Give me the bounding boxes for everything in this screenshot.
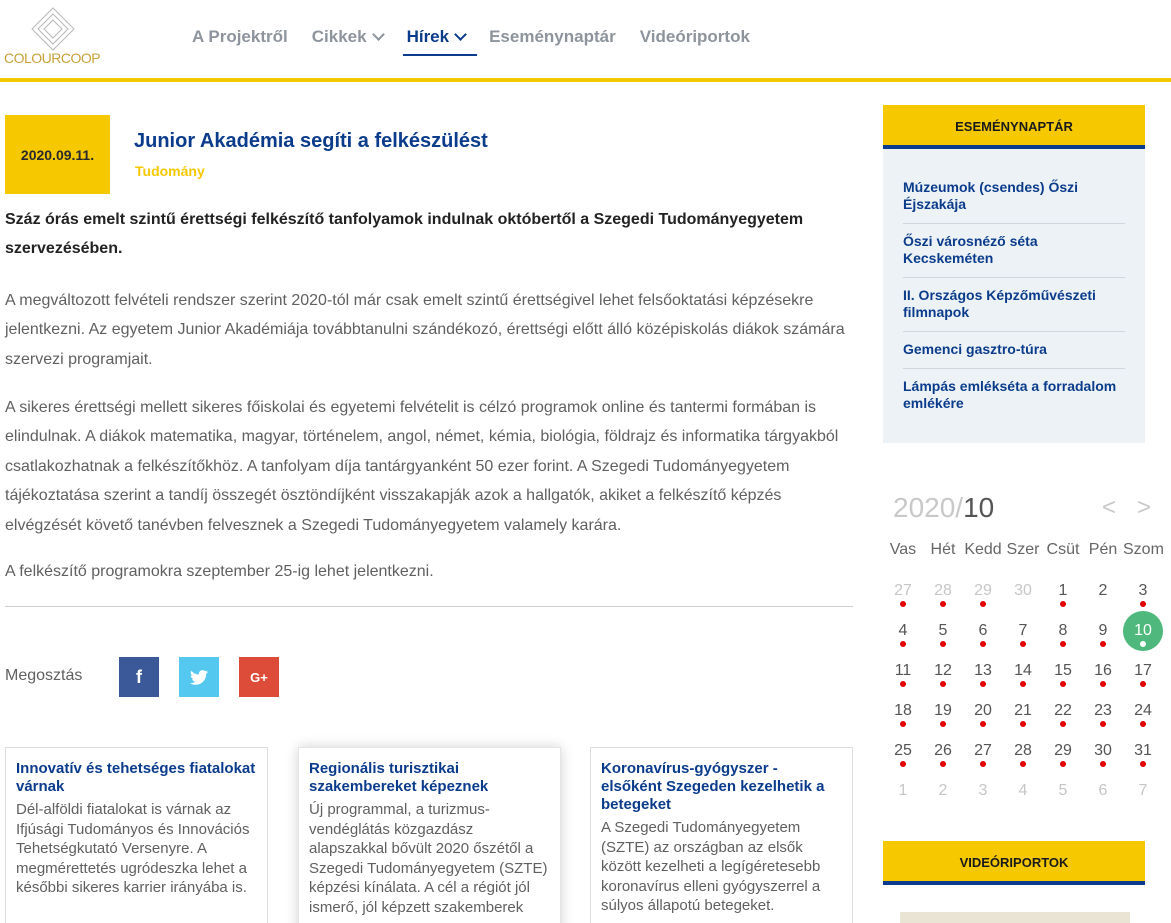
calendar-weekday: Hét — [930, 541, 956, 558]
calendar-month: 10 — [963, 492, 995, 523]
event-link[interactable]: II. Országos Képzőművészeti filmnapok — [903, 287, 1125, 332]
article-divider — [5, 606, 853, 607]
event-link[interactable]: Múzeumok (csendes) Őszi Éjszakája — [903, 179, 1125, 224]
event-dot-indicator — [1100, 761, 1106, 767]
event-link[interactable]: Gemenci gasztro-túra — [903, 341, 1125, 369]
share-googleplus-button[interactable] — [239, 657, 279, 697]
calendar-day[interactable]: 30 — [1083, 731, 1123, 771]
calendar-day[interactable]: 13 — [963, 651, 1003, 691]
calendar-day[interactable]: 28 — [1003, 731, 1043, 771]
calendar-day[interactable]: 4 — [883, 611, 923, 651]
calendar-day[interactable]: 10 — [1123, 611, 1163, 651]
calendar-day[interactable]: 22 — [1043, 691, 1083, 731]
event-dot-indicator — [940, 681, 946, 687]
event-dot-indicator — [1060, 761, 1066, 767]
calendar-next-button[interactable]: > — [1137, 494, 1152, 521]
calendar-day[interactable]: 16 — [1083, 651, 1123, 691]
event-dot-indicator — [1020, 721, 1026, 727]
event-link[interactable]: Lámpás emlékséta a forradalom emlékére — [903, 378, 1117, 411]
event-dot-indicator — [1140, 641, 1146, 647]
calendar-day[interactable]: 5 — [923, 611, 963, 651]
article-category-link[interactable]: Tudomány — [135, 163, 205, 179]
videos-heading: VIDEÓRIPORTOK — [883, 841, 1145, 883]
article-lead: Száz órás emelt szintű érettségi felkészítő tanfolyamok indulnak októbertől a Szegedi Tudományegyetem szervezésében. — [5, 211, 804, 257]
calendar-day[interactable]: 26 — [923, 731, 963, 771]
related-card-text: A Szegedi Tudományegyetem (SZTE) az országban az elsők között kezelheti a legígéretesebb koronavírus elleni gyógyszerrel a súlyos állapotú betegeket. — [601, 819, 821, 914]
nav-item-label: Videóriportok — [639, 27, 750, 46]
event-dot-indicator — [1140, 601, 1146, 607]
related-card-title[interactable]: Koronavírus-gyógyszer - elsőként Szegeden kezelhetik a betegeket — [601, 760, 825, 813]
calendar-day[interactable]: 6 — [963, 611, 1003, 651]
article-paragraph: A sikeres érettségi mellett sikeres főiskolai és egyetemi felvételit is célzó programok online és tantermi formában is elindulnak. A diákok matematika, magyar, történelem, angol, német, kémia, biológia, földrajz és informatika tárgyakból csatlakozhatnak a felkészítőkhöz. A tanfolyam díja tantárgyanként 50 ezer forint. A Szegedi Tudományegyetem tájékoztatása szerint a tandíj összegét ösztöndíjként visszakapják azok a hallgatók, akiket a felkészítő képzés elvégzését követő tanévben felvesznek a Szegedi Tudományegyetem valamely karára. — [5, 399, 839, 534]
event-dot-indicator — [1020, 681, 1026, 687]
event-dot-indicator — [900, 721, 906, 727]
event-dot-indicator — [1060, 681, 1066, 687]
calendar-weekday: Szer — [1006, 541, 1040, 558]
event-dot-indicator — [900, 761, 906, 767]
calendar-day[interactable]: 4 — [1018, 782, 1028, 799]
event-dot-indicator — [1060, 601, 1066, 607]
calendar-day[interactable]: 14 — [1003, 651, 1043, 691]
related-card-title[interactable]: Regionális turisztikai szakembereket képeznek — [309, 760, 489, 795]
chevron-down-icon — [454, 28, 467, 41]
event-dot-indicator — [900, 681, 906, 687]
event-dot-indicator — [1020, 761, 1026, 767]
calendar-day[interactable]: 23 — [1083, 691, 1123, 731]
calendar-day[interactable]: 6 — [1098, 782, 1108, 799]
calendar-day[interactable]: 15 — [1043, 651, 1083, 691]
event-dot-indicator — [1100, 681, 1106, 687]
calendar-prev-button[interactable]: < — [1102, 494, 1117, 521]
calendar-day[interactable]: 24 — [1123, 691, 1163, 731]
calendar-day[interactable]: 1 — [898, 782, 908, 799]
event-dot-indicator — [940, 601, 946, 607]
event-dot-indicator — [980, 601, 986, 607]
nav-item-label: Cikkek — [311, 27, 367, 46]
event-dot-indicator — [900, 641, 906, 647]
share-facebook-button[interactable] — [119, 657, 159, 697]
calendar-day[interactable]: 2 — [1098, 582, 1108, 599]
related-card[interactable] — [5, 747, 268, 923]
nav-item-esemenynaptar[interactable] — [477, 22, 628, 56]
nav-item-projekt[interactable] — [180, 22, 300, 56]
event-dot-indicator — [1140, 761, 1146, 767]
article-date-badge: 2020.09.11. — [5, 115, 110, 194]
event-dot-indicator — [940, 641, 946, 647]
calendar-day[interactable]: 30 — [1014, 582, 1032, 599]
related-card-text: Új programmal, a turizmus-vendéglátás közgazdász alapszakkal bővült 2020 őszétől a Szegedi Tudományegyetem (SZTE) képzési kínálata. A cél a régiót jól ismerő, jól képzett szakemberek — [309, 801, 548, 916]
nav-item-cikkek[interactable] — [300, 22, 395, 56]
chevron-down-icon — [372, 28, 385, 41]
event-dot-indicator — [1140, 721, 1146, 727]
event-dot-indicator — [1100, 641, 1106, 647]
twitter-icon — [190, 670, 208, 685]
calendar-day[interactable]: 25 — [883, 731, 923, 771]
calendar-day[interactable]: 28 — [923, 571, 963, 611]
nav-item-label: A Projektről — [192, 27, 288, 46]
calendar-day[interactable]: 3 — [978, 782, 988, 799]
event-link[interactable]: Őszi városnéző séta Kecskeméten — [903, 233, 1125, 278]
event-dot-indicator — [940, 761, 946, 767]
event-dot-indicator — [1060, 641, 1066, 647]
main-nav — [180, 22, 762, 56]
calendar-day[interactable]: 7 — [1003, 611, 1043, 651]
nav-item-label: Hírek — [406, 27, 450, 46]
calendar-day[interactable]: 11 — [883, 651, 923, 691]
googleplus-icon: G+ — [250, 669, 268, 685]
calendar-day[interactable]: 5 — [1058, 782, 1068, 799]
event-dot-indicator — [980, 681, 986, 687]
calendar-day[interactable]: 7 — [1138, 782, 1148, 799]
event-dot-indicator — [900, 601, 906, 607]
event-dot-indicator — [1140, 681, 1146, 687]
share-label: Megosztás — [5, 667, 83, 684]
logo-diamond-icon — [30, 6, 76, 52]
event-dot-indicator — [980, 721, 986, 727]
article-paragraph: A megváltozott felvételi rendszer szerint 2020-tól már csak emelt szintű érettségivel lehet felsőoktatási képzésekre jelentkezni. Az egyetem Junior Akadémiája továbbtanulni szándékozó, érettségi előtt álló középiskolás diákok számára szervezi programjait. — [5, 292, 845, 368]
calendar-day[interactable]: 9 — [1083, 611, 1123, 651]
calendar-day[interactable]: 18 — [883, 691, 923, 731]
event-dot-indicator — [980, 641, 986, 647]
videos-heading-underline — [883, 881, 1145, 885]
related-card-title[interactable]: Innovatív és tehetséges fiatalokat várnak — [16, 760, 256, 795]
calendar-day[interactable]: 27 — [883, 571, 923, 611]
events-heading: ESEMÉNYNAPTÁR — [883, 105, 1145, 147]
calendar-day[interactable]: 8 — [1043, 611, 1083, 651]
calendar-day[interactable]: 1 — [1043, 571, 1083, 611]
nav-item-hirek[interactable] — [395, 22, 478, 56]
nav-item-label: Eseménynaptár — [489, 27, 616, 46]
article-paragraph: A felkészítő programokra szeptember 25-ig lehet jelentkezni. — [5, 563, 434, 580]
related-card-text: Dél-alföldi fiatalokat is várnak az Ifjúsági Tudományos és Innovációs Tehetségkutató Versenyre. A megmérettetés ugródeszka lehet a későbbi sikeres karrier irányába is. — [16, 801, 250, 896]
article-title: Junior Akadémia segíti a felkészülést — [134, 130, 488, 152]
logo-text: COLOURCOOP — [4, 50, 101, 66]
calendar-year: 2020/ — [893, 492, 964, 523]
calendar-weekday: Kedd — [964, 541, 1002, 558]
calendar-day[interactable]: 12 — [923, 651, 963, 691]
share-twitter-button[interactable] — [179, 657, 219, 697]
calendar-month-title — [893, 492, 994, 524]
calendar-weekday: Pén — [1088, 541, 1118, 558]
header-accent-bar — [0, 78, 1171, 82]
calendar-day[interactable]: 19 — [923, 691, 963, 731]
calendar-day[interactable]: 29 — [963, 571, 1003, 611]
calendar-day[interactable]: 2 — [938, 782, 948, 799]
events-list — [883, 149, 1145, 443]
event-dot-indicator — [940, 721, 946, 727]
related-card[interactable] — [298, 747, 561, 923]
nav-item-videoriportok[interactable] — [628, 22, 762, 56]
site-header — [0, 0, 1171, 78]
calendar-day[interactable]: 27 — [963, 731, 1003, 771]
facebook-icon: f — [136, 666, 142, 687]
video-thumbnail[interactable] — [900, 912, 1130, 923]
calendar-day[interactable]: 3 — [1123, 571, 1163, 611]
calendar-day[interactable]: 29 — [1043, 731, 1083, 771]
calendar-day[interactable]: 20 — [963, 691, 1003, 731]
event-dot-indicator — [1060, 721, 1066, 727]
calendar-day[interactable]: 31 — [1123, 731, 1163, 771]
calendar-weekday: Vas — [889, 541, 917, 558]
event-dot-indicator — [1100, 721, 1106, 727]
event-dot-indicator — [1020, 641, 1026, 647]
event-dot-indicator — [980, 761, 986, 767]
calendar-day[interactable]: 17 — [1123, 651, 1163, 691]
calendar-weekday: Szom — [1123, 541, 1164, 558]
calendar-weekday: Csüt — [1046, 541, 1080, 558]
related-card[interactable] — [590, 747, 853, 923]
site-logo[interactable] — [4, 6, 101, 68]
calendar-day[interactable]: 21 — [1003, 691, 1043, 731]
